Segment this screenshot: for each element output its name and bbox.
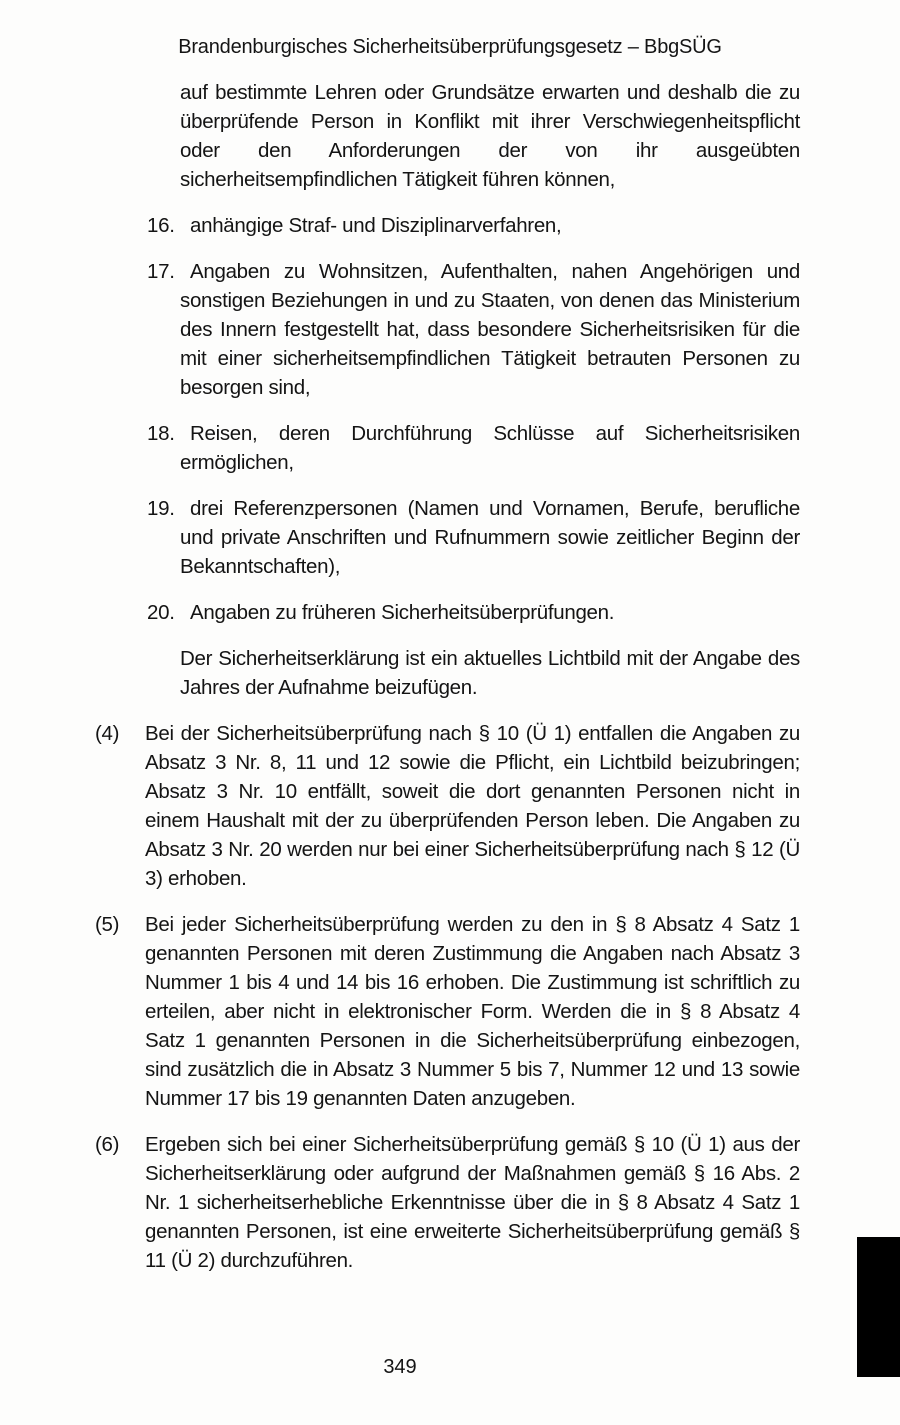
list-item-number: 18. <box>147 422 175 445</box>
running-header-title: Brandenburgisches Sicherheitsüberprüfungsgesetz – BbgSÜG <box>178 36 722 58</box>
page-body <box>0 78 800 1292</box>
numbered-paragraph <box>95 1130 800 1275</box>
thumb-index-tab <box>857 1237 900 1377</box>
paragraph-text: Bei jeder Sicherheitsüberprüfung werden zu den in § 8 Absatz 4 Satz 1 genannten Personen mit deren Zustimmung die Angaben nach Absatz 3 Nummer 1 bis 4 und 14 bis 16 erhoben. Die Zustimmung ist schriftlich zu erteilen, aber nicht in elektronischer Form. Werden die in § 8 Absatz 4 Satz 1 genannten Personen in die Sicherheitsüberprüfung einbezogen, sind zusätzlich die in Absatz 3 Nummer 5 bis 7, Nummer 12 und 13 sowie Nummer 17 bis 19 genannten Daten anzugeben. <box>145 913 800 1110</box>
list-item-number: 20. <box>147 601 175 624</box>
list-item <box>147 211 800 240</box>
list-item-number: 19. <box>147 497 175 520</box>
paragraph-number: (4) <box>95 722 120 745</box>
list-item <box>147 598 800 627</box>
list-item-text: anhängige Straf- und Disziplinarverfahren, <box>190 214 562 237</box>
paragraph-number: (5) <box>95 913 120 936</box>
list-item-number: 16. <box>147 214 175 237</box>
paragraph-number: (6) <box>95 1133 120 1156</box>
page-number: 349 <box>383 1356 417 1378</box>
paragraph-text: Bei der Sicherheitsüberprüfung nach § 10 (Ü 1) entfallen die Angaben zu Absatz 3 Nr. 8, 11 und 12 sowie die Pflicht, ein Lichtbild beizubringen; Absatz 3 Nr. 10 entfällt, soweit die dort genannten Personen nicht in einem Haushalt mit der zu überprüfenden Person leben. Die Angaben zu Absatz 3 Nr. 20 werden nur bei einer Sicherheitsüberprüfung nach § 12 (Ü 3) erhoben. <box>145 722 800 890</box>
list-item <box>147 419 800 477</box>
list-item <box>147 494 800 581</box>
list-item-text: Angaben zu früheren Sicherheitsüberprüfungen. <box>190 601 615 624</box>
numbered-paragraph <box>95 910 800 1113</box>
paragraph-continuation: auf bestimmte Lehren oder Grundsätze erwarten und deshalb die zu überprüfende Person in Konflikt mit ihrer Verschwiegenheitspflicht oder den Anforderungen der von ihr ausgeübten sicherheitsempfindlichen Tätigkeit führen können, <box>180 81 800 191</box>
note-paragraph: Der Sicherheitserklärung ist ein aktuelles Lichtbild mit der Angabe des Jahres der Aufnahme beizufügen. <box>180 647 800 699</box>
list-item <box>147 257 800 402</box>
list-item-text: Angaben zu Wohnsitzen, Aufenthalten, nahen Angehörigen und sonstigen Beziehungen in und zu Staaten, von denen das Ministerium des Innern festgestellt hat, dass besondere Sicherheitsrisiken für die mit einer sicherheitsempfindlichen Tätigkeit betrauten Personen zu besorgen sind, <box>180 260 800 399</box>
list-item-text: Reisen, deren Durchführung Schlüsse auf Sicherheitsrisiken ermöglichen, <box>180 422 800 474</box>
list-item-number: 17. <box>147 260 175 283</box>
paragraph-text: Ergeben sich bei einer Sicherheitsüberprüfung gemäß § 10 (Ü 1) aus der Sicherheitserklärung oder aufgrund der Maßnahmen gemäß § 16 Abs. 2 Nr. 1 sicherheitserhebliche Erkenntnisse über die in § 8 Absatz 4 Satz 1 genannten Personen, ist eine erweiterte Sicherheitsüberprüfung gemäß § 11 (Ü 2) durchzuführen. <box>145 1133 800 1272</box>
list-item-text: drei Referenzpersonen (Namen und Vornamen, Berufe, berufliche und private Anschriften und Rufnummern sowie zeitlicher Beginn der Bekanntschaften), <box>180 497 800 578</box>
numbered-paragraph <box>95 719 800 893</box>
